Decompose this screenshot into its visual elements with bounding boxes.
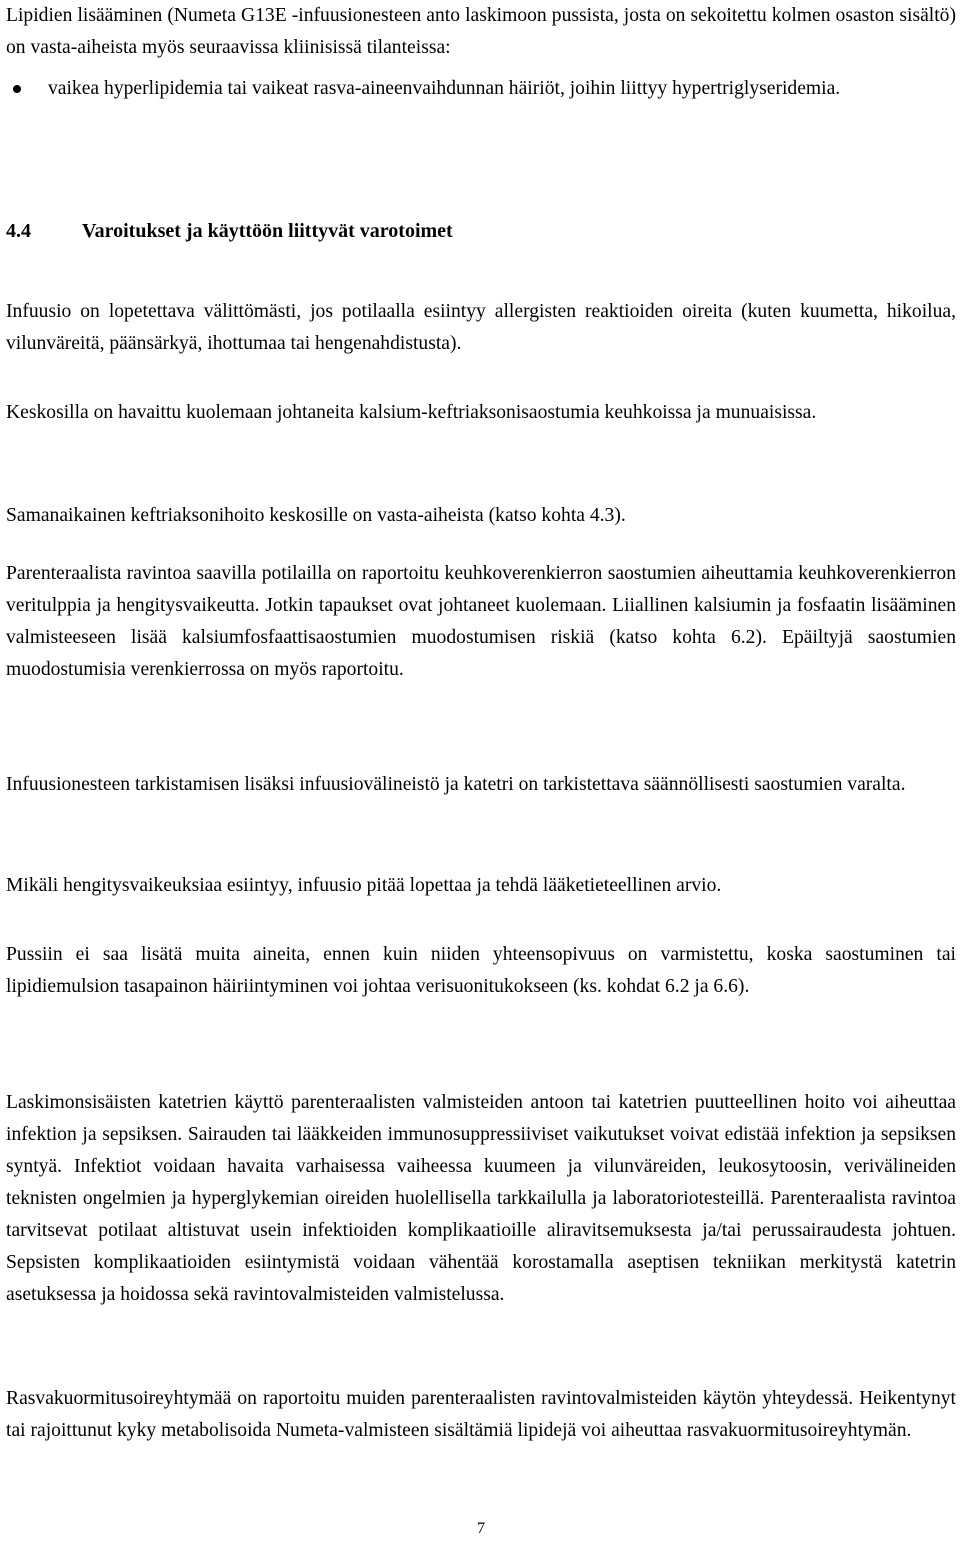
paragraph-ceftriaxone: Samanaikainen keftriaksonihoito keskosille on vasta-aiheista (katso kohta 4.3). [6,505,626,526]
section-number: 4.4 [6,220,31,242]
bullet-icon [13,85,21,93]
page-number: 7 [477,1520,485,1537]
paragraph-allergic-reactions: Infuusio on lopetettava välittömästi, jos potilaalla esiintyy allergisten reaktioiden oireita (kuten kuumetta, hikoilua, vilunväreitä, päänsärkyä, ihottumaa tai hengenahdistusta). [6,301,956,354]
document-page [6,0,956,1542]
paragraph-respiratory-distress: Mikäli hengitysvaikeuksiaa esiintyy, infuusio pitää lopettaa ja tehdä lääketieteellinen arvio. [6,875,722,896]
paragraph-additions: Pussiin ei saa lisätä muita aineita, ennen kuin niiden yhteensopivuus on varmistettu, koska saostuminen tai lipidiemulsion tasapainon häiriintyminen voi johtaa verisuonitukokseen (ks. kohdat 6.2 ja 6.6). [6,944,956,997]
paragraph-fat-overload: Rasvakuormitusoireyhtymää on raportoitu muiden parenteraalisten ravintovalmisteiden käytön yhteydessä. Heikentynyt tai rajoittunut kyky metabolisoida Numeta-valmisteen sisältämiä lipidejä voi aiheuttaa rasvakuormitusoireyhtymän. [6,1388,956,1441]
paragraph-pulmonary-precipitates: Parenteraalista ravintoa saavilla potilailla on raportoitu keuhkoverenkierron saostumien aiheuttamia keuhkoverenkierron veritulppia ja hengitysvaikeutta. Jotkin tapaukset ovat johtaneet kuolemaan. Liiallinen kalsiumin ja fosfaatin lisääminen valmisteeseen lisää kalsiumfosfaattisaostumien muodostumisen riskiä (katso kohta 6.2). Epäiltyjä saostumien muodostumisia verenkierrossa on myös raportoitu. [6,563,956,680]
paragraph-infection-sepsis: Laskimonsisäisten katetrien käyttö parenteraalisten valmisteiden antoon tai katetrien puutteellinen hoito voi aiheuttaa infektion ja sepsiksen. Sairauden tai lääkkeiden immunosuppressiiviset vaikutukset voivat edistää infektion ja sepsiksen syntyä. Infektiot voidaan havaita varhaisessa vaiheessa kuumeen ja vilunväreiden, leukosytoosin, verivälineiden teknisten ongelmien ja hyperglykemian oireiden huolellisella tarkkailulla ja laboratoriotesteillä. Parenteraalista ravintoa tarvitsevat potilaat altistuvat usein infektioiden komplikaatioille aliravitsemuksesta ja/tai perussairaudesta johtuen. Sepsisten komplikaatioiden esiintymistä voidaan vähentää korostamalla aseptisen tekniikan merkitystä katetrin asetuksessa ja hoidossa sekä ravintovalmisteiden valmistelussa. [6,1092,956,1305]
paragraph-preterm-precipitates: Keskosilla on havaittu kuolemaan johtaneita kalsium-keftriaksonisaostumia keuhkoissa ja munuaisissa. [6,402,817,423]
bullet-list-item [48,73,878,105]
bullet-text: vaikea hyperlipidemia tai vaikeat rasva-aineenvaihdunnan häiriöt, joihin liittyy hypertriglyseridemia. [48,78,841,99]
section-title: Varoitukset ja käyttöön liittyvät varotoimet [82,220,453,242]
paragraph-equipment-check: Infuusionesteen tarkistamisen lisäksi infuusiovälineistö ja katetri on tarkistettava säännöllisesti saostumien varalta. [6,774,906,795]
section-heading [6,215,956,247]
intro-paragraph: Lipidien lisääminen (Numeta G13E -infuusionesteen anto laskimoon pussista, josta on sekoitettu kolmen osaston sisältö) on vasta-aiheista myös seuraavissa kliinisissä tilanteissa: [6,5,956,58]
